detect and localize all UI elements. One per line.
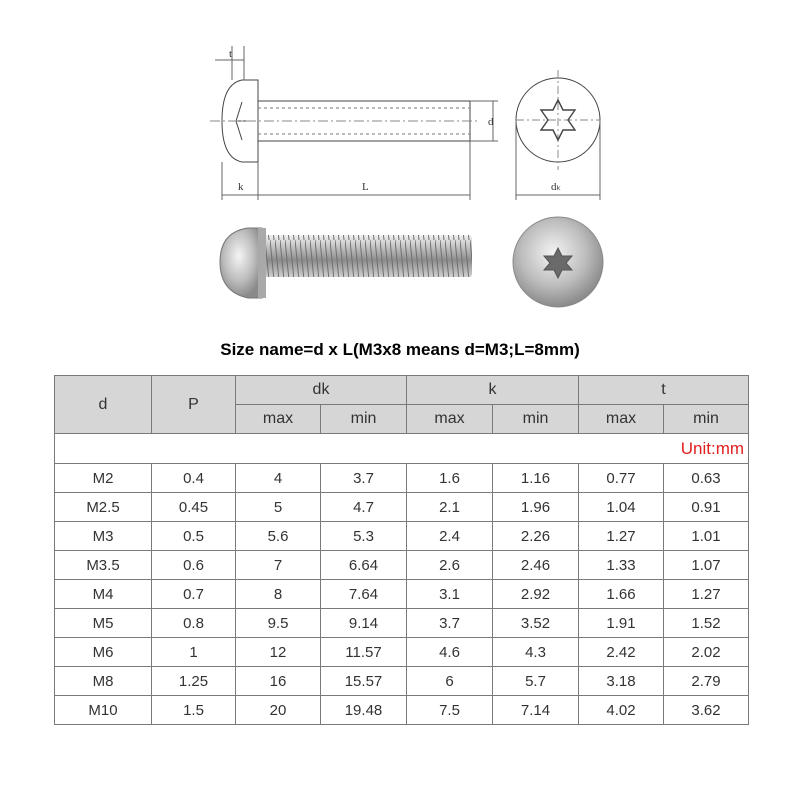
cell-dk-max: 20	[236, 696, 321, 725]
dim-label-d: d	[488, 116, 494, 128]
header-k-max: max	[407, 405, 493, 434]
cell-p: 0.4	[152, 464, 236, 493]
cell-dk-min: 19.48	[321, 696, 407, 725]
cell-t-max: 1.91	[579, 609, 664, 638]
table-row	[55, 493, 749, 522]
cell-d: M8	[55, 667, 152, 696]
cell-dk-min: 6.64	[321, 551, 407, 580]
cell-p: 1	[152, 638, 236, 667]
cell-d: M4	[55, 580, 152, 609]
cell-k-max: 1.6	[407, 464, 493, 493]
cell-t-min: 0.91	[664, 493, 749, 522]
table-row	[55, 464, 749, 493]
cell-dk-min: 9.14	[321, 609, 407, 638]
cell-dk-max: 4	[236, 464, 321, 493]
cell-dk-min: 7.64	[321, 580, 407, 609]
table-row	[55, 522, 749, 551]
header-t-min: min	[664, 405, 749, 434]
cell-k-min: 1.96	[493, 493, 579, 522]
cell-p: 1.25	[152, 667, 236, 696]
cell-dk-min: 4.7	[321, 493, 407, 522]
cell-t-max: 1.04	[579, 493, 664, 522]
cell-t-min: 1.07	[664, 551, 749, 580]
header-dk: dk	[236, 376, 407, 405]
cell-k-max: 3.7	[407, 609, 493, 638]
header-p: P	[152, 376, 236, 434]
cell-t-min: 3.62	[664, 696, 749, 725]
cell-dk-max: 9.5	[236, 609, 321, 638]
cell-t-max: 1.27	[579, 522, 664, 551]
cell-d: M6	[55, 638, 152, 667]
table-row	[55, 638, 749, 667]
cell-dk-max: 7	[236, 551, 321, 580]
cell-d: M2	[55, 464, 152, 493]
cell-k-max: 2.1	[407, 493, 493, 522]
cell-t-max: 2.42	[579, 638, 664, 667]
cell-t-min: 1.27	[664, 580, 749, 609]
cell-dk-max: 12	[236, 638, 321, 667]
table-row	[55, 609, 749, 638]
dim-label-l: L	[362, 181, 369, 193]
header-dk-min: min	[321, 405, 407, 434]
cell-k-min: 3.52	[493, 609, 579, 638]
cell-k-min: 2.92	[493, 580, 579, 609]
cell-d: M10	[55, 696, 152, 725]
cell-t-max: 4.02	[579, 696, 664, 725]
cell-k-max: 4.6	[407, 638, 493, 667]
cell-dk-min: 3.7	[321, 464, 407, 493]
cell-p: 1.5	[152, 696, 236, 725]
unit-label: Unit:mm	[680, 438, 745, 458]
cell-dk-min: 15.57	[321, 667, 407, 696]
header-k-min: min	[493, 405, 579, 434]
cell-k-max: 2.4	[407, 522, 493, 551]
header-t-max: max	[579, 405, 664, 434]
cell-t-min: 1.01	[664, 522, 749, 551]
cell-t-max: 0.77	[579, 464, 664, 493]
cell-k-min: 7.14	[493, 696, 579, 725]
dim-label-dk: dₖ	[551, 181, 562, 193]
cell-p: 0.45	[152, 493, 236, 522]
table-row	[55, 696, 749, 725]
screw-side-photo	[220, 228, 472, 298]
cell-dk-min: 5.3	[321, 522, 407, 551]
screw-drawing	[0, 0, 800, 330]
cell-k-max: 6	[407, 667, 493, 696]
header-t: t	[579, 376, 749, 405]
cell-p: 0.7	[152, 580, 236, 609]
cell-d: M5	[55, 609, 152, 638]
size-caption: Size name=d x L(M3x8 means d=M3;L=8mm)	[220, 340, 580, 359]
header-k: k	[407, 376, 579, 405]
cell-p: 0.6	[152, 551, 236, 580]
side-view-drawing	[210, 46, 498, 200]
dim-label-t: t	[229, 48, 233, 60]
unit-row	[55, 434, 749, 464]
cell-t-max: 1.66	[579, 580, 664, 609]
cell-p: 0.8	[152, 609, 236, 638]
cell-k-min: 2.26	[493, 522, 579, 551]
screw-head-photo	[513, 217, 603, 307]
table-row	[55, 580, 749, 609]
table-row	[55, 667, 749, 696]
cell-t-min: 1.52	[664, 609, 749, 638]
cell-d: M3.5	[55, 551, 152, 580]
cell-d: M3	[55, 522, 152, 551]
cell-t-min: 0.63	[664, 464, 749, 493]
spec-table	[54, 375, 749, 725]
cell-dk-max: 5.6	[236, 522, 321, 551]
cell-k-min: 2.46	[493, 551, 579, 580]
cell-k-max: 3.1	[407, 580, 493, 609]
cell-t-min: 2.02	[664, 638, 749, 667]
cell-k-min: 4.3	[493, 638, 579, 667]
header-dk-max: max	[236, 405, 321, 434]
cell-dk-max: 5	[236, 493, 321, 522]
cell-dk-max: 8	[236, 580, 321, 609]
cell-d: M2.5	[55, 493, 152, 522]
header-d: d	[55, 376, 152, 434]
cell-k-min: 5.7	[493, 667, 579, 696]
cell-t-min: 2.79	[664, 667, 749, 696]
cell-p: 0.5	[152, 522, 236, 551]
cell-k-min: 1.16	[493, 464, 579, 493]
cell-dk-min: 11.57	[321, 638, 407, 667]
cell-k-max: 7.5	[407, 696, 493, 725]
cell-t-max: 1.33	[579, 551, 664, 580]
cell-dk-max: 16	[236, 667, 321, 696]
cell-t-max: 3.18	[579, 667, 664, 696]
dim-label-k: k	[238, 181, 244, 193]
cell-k-max: 2.6	[407, 551, 493, 580]
table-row	[55, 551, 749, 580]
